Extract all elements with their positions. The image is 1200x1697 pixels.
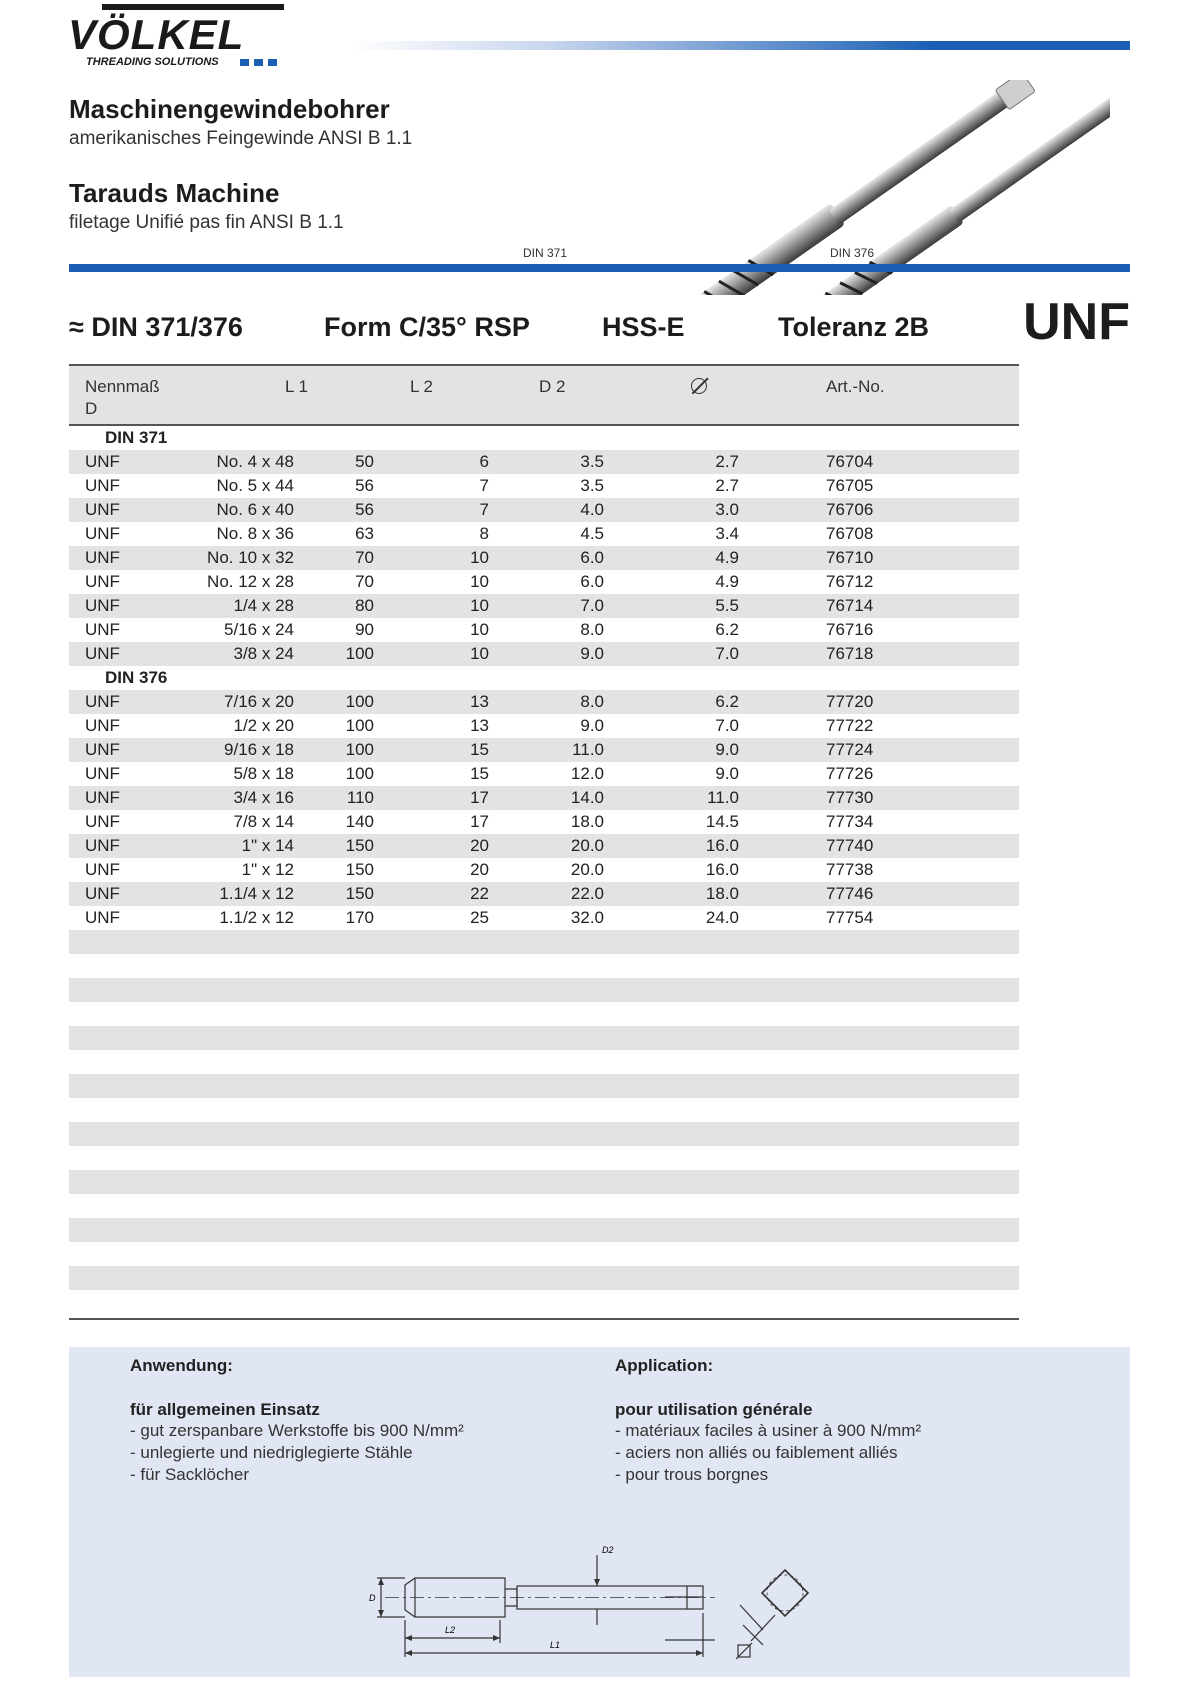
cell-sq: 16.0: [705, 860, 739, 879]
table-row: [69, 786, 1019, 810]
cell-size: 5/16 x 24: [224, 620, 294, 639]
cell-type: UNF: [85, 572, 120, 591]
cell-l2: 7: [479, 476, 489, 495]
cell-art: 77746: [826, 884, 874, 903]
cell-art: 76708: [826, 524, 874, 543]
cell-l1: 90: [355, 620, 374, 639]
table-row-empty: [69, 1122, 1019, 1146]
table-row-empty: [69, 1074, 1019, 1098]
cell-l2: 17: [470, 788, 489, 807]
cell-l1: 150: [345, 836, 374, 855]
logo-tagline: THREADING SOLUTIONS: [86, 56, 219, 68]
cell-sq: 2.7: [715, 452, 739, 471]
spec-form: Form C/35° RSP: [324, 312, 530, 342]
cell-type: UNF: [85, 716, 120, 735]
header-l1: L 1: [285, 377, 309, 396]
cell-size: 1/4 x 28: [233, 596, 294, 615]
logo-wordmark: VÖLKEL: [68, 11, 245, 58]
cell-l1: 100: [345, 644, 374, 663]
thread-type-badge: UNF: [1023, 293, 1130, 351]
cell-art: 76705: [826, 476, 874, 495]
header-l2: L 2: [410, 377, 434, 396]
application-subheading-de: für allgemeinen Einsatz: [130, 1400, 320, 1419]
cell-art: 77754: [826, 908, 874, 927]
spec-material: HSS-E: [602, 312, 685, 342]
cell-d2: 3.5: [580, 476, 604, 495]
cell-l1: 170: [345, 908, 374, 927]
cell-sq: 4.9: [715, 572, 739, 591]
cell-art: 76716: [826, 620, 874, 639]
table-section-title: [69, 426, 1019, 450]
application-item-fr: - aciers non alliés ou faiblement alliés: [615, 1443, 898, 1462]
table-row: [69, 810, 1019, 834]
cell-art: 77724: [826, 740, 874, 759]
application-heading-de: Anwendung:: [130, 1356, 233, 1375]
spec-din: ≈ DIN 371/376: [69, 312, 243, 342]
cell-d2: 14.0: [570, 788, 604, 807]
cell-type: UNF: [85, 764, 120, 783]
cell-art: 76704: [826, 452, 874, 471]
cell-size: 9/16 x 18: [224, 740, 294, 759]
application-item-de: - gut zerspanbare Werkstoffe bis 900 N/mm²: [130, 1421, 464, 1440]
brand-logo: [68, 4, 288, 70]
cell-l2: 10: [470, 572, 489, 591]
cell-l1: 100: [345, 716, 374, 735]
cell-sq: 7.0: [715, 716, 739, 735]
cell-sq: 4.9: [715, 548, 739, 567]
cell-size: 1.1/2 x 12: [219, 908, 294, 927]
table-row-empty: [69, 1146, 1019, 1170]
application-item-fr: - pour trous borgnes: [615, 1465, 769, 1484]
header-nennmass: [85, 376, 160, 420]
table-row-empty: [69, 1218, 1019, 1242]
cell-art: 77720: [826, 692, 874, 711]
cell-d2: 18.0: [570, 812, 604, 831]
cell-type: UNF: [85, 500, 120, 519]
cell-l1: 56: [355, 476, 374, 495]
header-d2: D 2: [539, 377, 566, 396]
cell-l2: 10: [470, 596, 489, 615]
photo-label-din371: DIN 371: [523, 246, 568, 260]
cell-d2: 4.0: [580, 500, 604, 519]
cell-d2: 20.0: [570, 860, 604, 879]
cell-sq: 11.0: [707, 788, 739, 807]
table-row-empty: [69, 1194, 1019, 1218]
cell-sq: 9.0: [715, 740, 739, 759]
cell-d2: 8.0: [580, 692, 604, 711]
cell-d2: 9.0: [580, 644, 604, 663]
table-row: [69, 714, 1019, 738]
cell-l2: 6: [479, 452, 489, 471]
cell-type: UNF: [85, 620, 120, 639]
cell-art: 77730: [826, 788, 874, 807]
table-bottom-rule: [69, 1318, 1019, 1320]
cell-size: No. 8 x 36: [216, 524, 294, 543]
table-row-empty: [69, 1242, 1019, 1266]
cell-l1: 50: [355, 452, 374, 471]
cell-size: 7/8 x 14: [233, 812, 294, 831]
cell-art: 77740: [826, 836, 874, 855]
cell-type: UNF: [85, 452, 120, 471]
cell-l2: 15: [470, 764, 489, 783]
cell-art: 77722: [826, 716, 874, 735]
cell-l2: 25: [470, 908, 489, 927]
table-body: [69, 426, 1019, 1290]
cell-size: 3/4 x 16: [233, 788, 294, 807]
section-title-label: DIN 371: [105, 428, 168, 447]
title-french: Tarauds Machine: [69, 178, 280, 208]
cell-art: 77738: [826, 860, 874, 879]
header-blue-line: [69, 264, 1130, 272]
drawing-label-l1: L1: [550, 1640, 561, 1650]
cell-d2: 20.0: [570, 836, 604, 855]
cell-type: UNF: [85, 860, 120, 879]
cell-d2: 22.0: [570, 884, 604, 903]
cell-art: 76706: [826, 500, 874, 519]
cell-type: UNF: [85, 644, 120, 663]
drawing-label-d: D: [369, 1593, 376, 1603]
title-german: Maschinengewindebohrer: [69, 94, 390, 124]
cell-sq: 9.0: [715, 764, 739, 783]
cell-sq: 5.5: [715, 596, 739, 615]
cell-sq: 18.0: [705, 884, 739, 903]
cell-art: 77726: [826, 764, 874, 783]
cell-type: UNF: [85, 884, 120, 903]
cell-d2: 32.0: [570, 908, 604, 927]
table-row: [69, 618, 1019, 642]
tap-tools-image: [570, 80, 1110, 295]
cell-size: 3/8 x 24: [233, 644, 294, 663]
header-nennmass-sub: D: [85, 399, 98, 418]
cell-sq: 14.5: [705, 812, 739, 831]
cell-l1: 70: [355, 548, 374, 567]
logo-square-icon: [240, 59, 249, 66]
cell-size: 1.1/4 x 12: [219, 884, 294, 903]
cell-d2: 6.0: [580, 548, 604, 567]
cell-d2: 11.0: [572, 740, 604, 759]
cell-l1: 80: [355, 596, 374, 615]
table-row: [69, 498, 1019, 522]
cell-sq: 16.0: [705, 836, 739, 855]
cell-size: No. 6 x 40: [216, 500, 294, 519]
cell-art: 76714: [826, 596, 874, 615]
table-row: [69, 594, 1019, 618]
cell-type: UNF: [85, 908, 120, 927]
cell-size: 5/8 x 18: [233, 764, 294, 783]
cell-type: UNF: [85, 548, 120, 567]
table-row: [69, 762, 1019, 786]
table-row: [69, 450, 1019, 474]
cell-l1: 56: [355, 500, 374, 519]
cell-d2: 7.0: [580, 596, 604, 615]
table-row-empty: [69, 978, 1019, 1002]
spec-tolerance: Toleranz 2B: [778, 312, 930, 342]
cell-l2: 15: [470, 740, 489, 759]
table-row-empty: [69, 1002, 1019, 1026]
table-row: [69, 570, 1019, 594]
cell-art: 76718: [826, 644, 874, 663]
cell-d2: 4.5: [580, 524, 604, 543]
cell-d2: 3.5: [580, 452, 604, 471]
subtitle-german: amerikanisches Feingewinde ANSI B 1.1: [69, 128, 413, 149]
header-gradient-line: [350, 41, 1130, 50]
cell-l1: 100: [345, 764, 374, 783]
cell-l1: 63: [355, 524, 374, 543]
application-heading-fr: Application:: [615, 1356, 714, 1375]
cell-type: UNF: [85, 596, 120, 615]
cell-l1: 150: [345, 860, 374, 879]
cell-l2: 10: [470, 548, 489, 567]
cell-l2: 8: [479, 524, 489, 543]
cell-size: No. 5 x 44: [216, 476, 294, 495]
table-row-empty: [69, 1266, 1019, 1290]
cell-art: 76710: [826, 548, 874, 567]
cell-l1: 70: [355, 572, 374, 591]
table-row: [69, 690, 1019, 714]
cell-type: UNF: [85, 476, 120, 495]
table-row-empty: [69, 1170, 1019, 1194]
cell-sq: 7.0: [715, 644, 739, 663]
table-row-empty: [69, 1050, 1019, 1074]
cell-l2: 10: [470, 644, 489, 663]
table-row: [69, 882, 1019, 906]
application-item-de: - für Sacklöcher: [130, 1465, 250, 1484]
cell-size: No. 10 x 32: [207, 548, 294, 567]
cell-art: 76712: [826, 572, 874, 591]
table-row: [69, 474, 1019, 498]
table-row: [69, 906, 1019, 930]
application-item-de: - unlegierte und niedriglegierte Stähle: [130, 1443, 413, 1462]
cell-art: 77734: [826, 812, 874, 831]
table-row: [69, 522, 1019, 546]
subtitle-french: filetage Unifié pas fin ANSI B 1.1: [69, 212, 344, 233]
cell-l2: 17: [470, 812, 489, 831]
cell-size: 7/16 x 20: [224, 692, 294, 711]
square-dimension-icon: [736, 1643, 752, 1659]
cell-sq: 6.2: [715, 620, 739, 639]
cell-l1: 100: [345, 740, 374, 759]
product-table: [69, 364, 1019, 1290]
table-row: [69, 546, 1019, 570]
cell-sq: 3.0: [715, 500, 739, 519]
cell-d2: 12.0: [570, 764, 604, 783]
table-section-title: [69, 666, 1019, 690]
cell-d2: 8.0: [580, 620, 604, 639]
cell-l2: 20: [470, 860, 489, 879]
table-row-empty: [69, 1026, 1019, 1050]
table-row: [69, 858, 1019, 882]
table-row-empty: [69, 954, 1019, 978]
application-subheading-fr: pour utilisation générale: [615, 1400, 813, 1419]
cell-size: No. 12 x 28: [207, 572, 294, 591]
cell-l2: 20: [470, 836, 489, 855]
table-header: [69, 364, 1019, 426]
header-square-icon: [691, 378, 707, 400]
cell-sq: 2.7: [715, 476, 739, 495]
cell-sq: 3.4: [715, 524, 739, 543]
cell-type: UNF: [85, 740, 120, 759]
cell-size: 1" x 14: [241, 836, 294, 855]
table-row-empty: [69, 1098, 1019, 1122]
cell-type: UNF: [85, 812, 120, 831]
cell-size: 1/2 x 20: [233, 716, 294, 735]
application-item-fr: - matériaux faciles à usiner à 900 N/mm²: [615, 1421, 922, 1440]
cell-l2: 10: [470, 620, 489, 639]
cell-l1: 100: [345, 692, 374, 711]
drawing-label-l2: L2: [445, 1625, 456, 1635]
cell-type: UNF: [85, 524, 120, 543]
table-row: [69, 642, 1019, 666]
tap-technical-drawing: [365, 1545, 855, 1675]
table-row: [69, 834, 1019, 858]
cell-l2: 22: [470, 884, 489, 903]
cell-sq: 24.0: [705, 908, 739, 927]
logo-square-icon: [268, 59, 277, 66]
cell-l2: 13: [470, 692, 489, 711]
drawing-label-d2: D2: [602, 1545, 614, 1555]
header-nennmass-label: Nennmaß: [85, 377, 160, 396]
cell-type: UNF: [85, 836, 120, 855]
section-title-label: DIN 376: [105, 668, 168, 687]
cell-type: UNF: [85, 788, 120, 807]
cell-l1: 140: [345, 812, 374, 831]
cell-l2: 13: [470, 716, 489, 735]
table-row: [69, 738, 1019, 762]
cell-l1: 150: [345, 884, 374, 903]
cell-l1: 110: [346, 788, 374, 807]
cell-type: UNF: [85, 692, 120, 711]
cell-size: No. 4 x 48: [216, 452, 294, 471]
cell-d2: 6.0: [580, 572, 604, 591]
logo-square-icon: [254, 59, 263, 66]
header-artno: Art.-No.: [826, 377, 885, 396]
table-row-empty: [69, 930, 1019, 954]
photo-label-din376: DIN 376: [830, 246, 875, 260]
cell-l2: 7: [479, 500, 489, 519]
cell-size: 1" x 12: [241, 860, 294, 879]
cell-sq: 6.2: [715, 692, 739, 711]
cell-d2: 9.0: [580, 716, 604, 735]
logo-bar: [102, 4, 284, 10]
